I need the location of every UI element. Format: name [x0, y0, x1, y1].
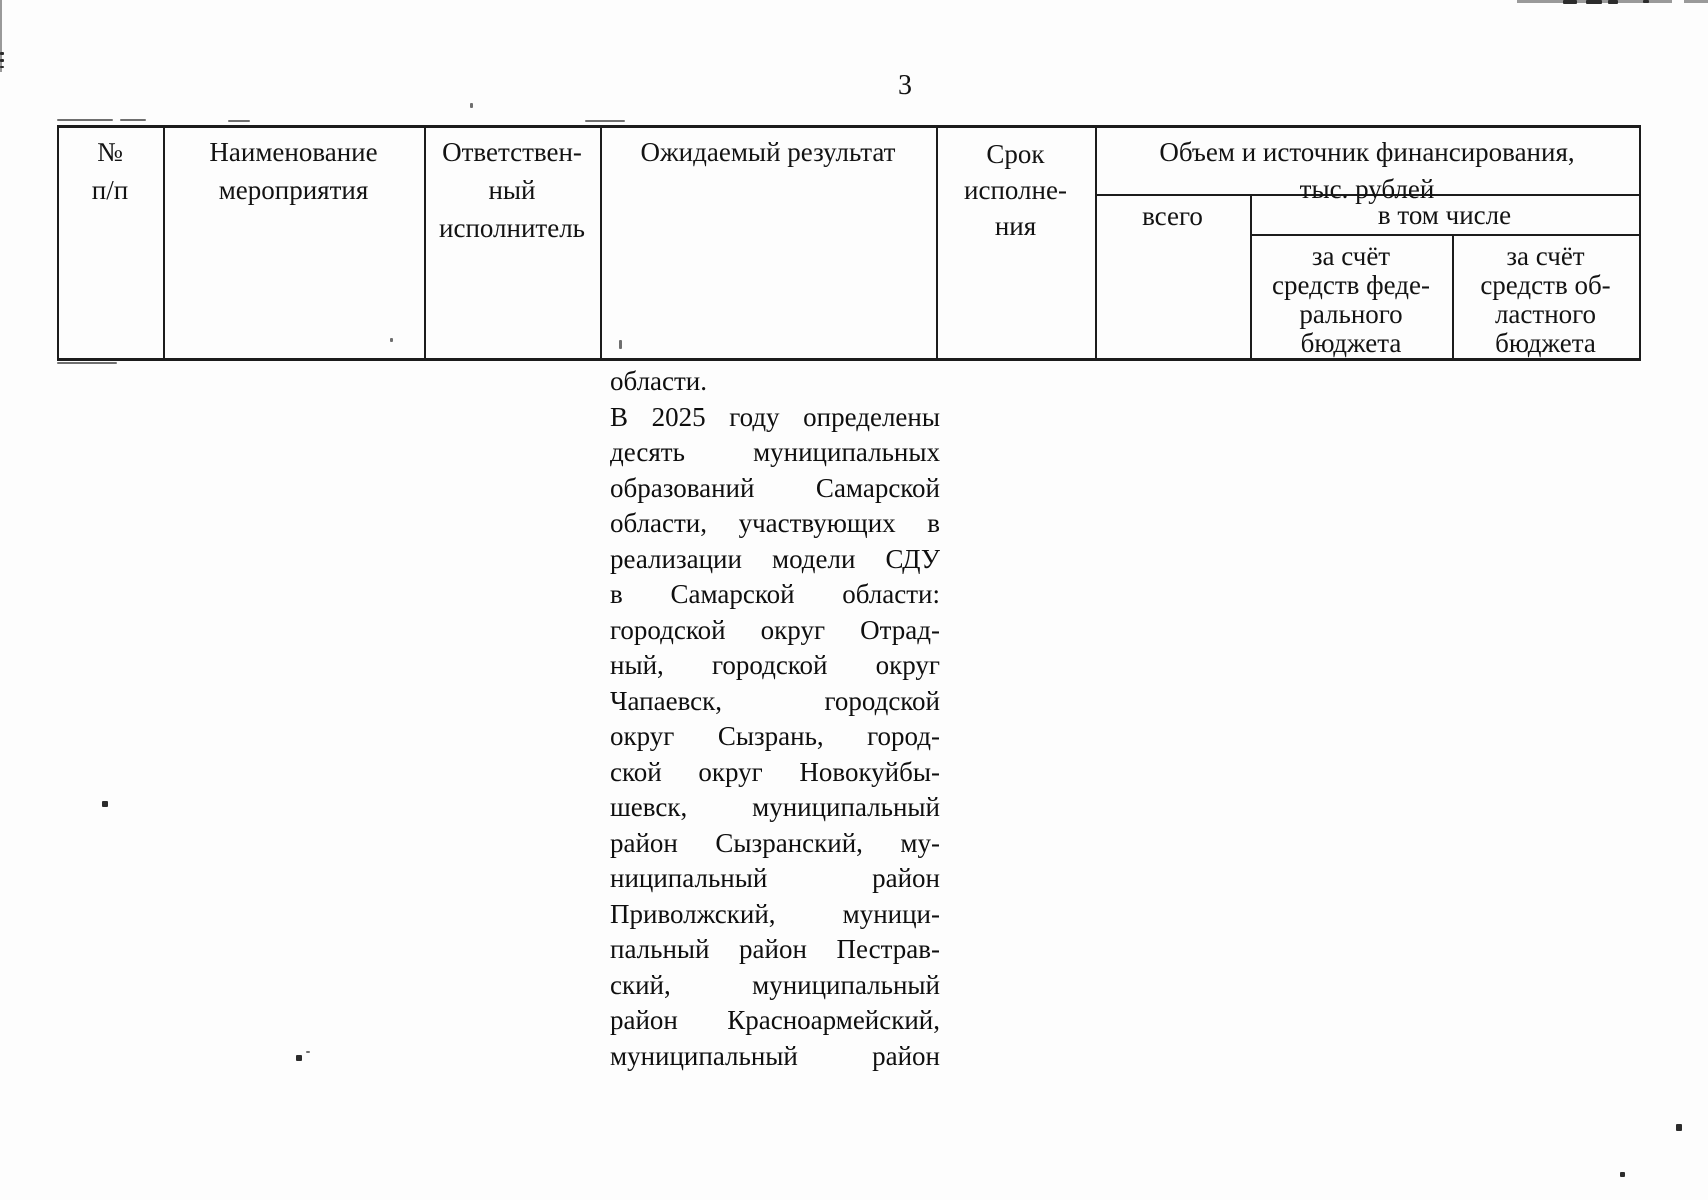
- scan-artifact: [470, 103, 473, 108]
- th-number-line2: п/п: [91, 175, 129, 205]
- scan-artifact-top-right-line2: [1684, 0, 1708, 3]
- scan-artifact: [619, 340, 622, 349]
- scan-artifact: [585, 120, 625, 122]
- th-financing-line1: Объем и источник финансирования,: [1159, 137, 1575, 167]
- scan-artifact: [296, 1055, 302, 1061]
- scan-artifact: [0, 66, 4, 68]
- th-total: всего: [1142, 201, 1203, 231]
- scan-artifact: [228, 120, 250, 122]
- expected-result-text: [610, 364, 940, 1074]
- result-text-line: район Красноармейский,: [610, 1005, 940, 1035]
- th-number: [57, 133, 163, 209]
- result-text-line: образований Самарской: [610, 472, 940, 503]
- result-text-line: муниципальный район: [610, 1040, 940, 1071]
- th-measure-name-line2: мероприятия: [218, 175, 369, 205]
- th-responsible-line1: Ответствен-: [442, 137, 582, 167]
- scan-artifact: [57, 119, 113, 121]
- result-text-line: Чапаевск, городской: [610, 685, 940, 716]
- scan-artifact: [1608, 0, 1618, 4]
- table-border-bottom: [57, 358, 1641, 361]
- scan-artifact: [1620, 1172, 1625, 1177]
- result-text-line: В 2025 году определены: [610, 401, 940, 432]
- th-including: в том числе: [1377, 200, 1512, 230]
- th-responsible-line2: ный: [488, 175, 536, 205]
- th-responsible-line3: исполнитель: [439, 213, 585, 243]
- table-border-top: [57, 125, 1641, 128]
- result-text-line: в Самарской области:: [610, 579, 940, 609]
- result-text-line: области, участвующих в: [610, 508, 940, 538]
- th-term-line3: ния: [994, 211, 1037, 241]
- th-financing-line2: тыс. рублей: [1299, 174, 1435, 204]
- th-regional-budget-line4: бюджета: [1495, 328, 1596, 358]
- scan-artifact: [0, 59, 4, 62]
- scan-artifact: [1586, 0, 1602, 4]
- th-federal-budget-line3: рального: [1299, 299, 1403, 329]
- th-expected-result: Ожидаемый результат: [640, 137, 896, 167]
- result-text-line: пальный район Пестрав-: [610, 934, 940, 964]
- th-federal-budget-line1: за счёт: [1311, 241, 1391, 271]
- th-federal-budget-line2: средств феде-: [1272, 270, 1430, 300]
- result-text-line: области.: [610, 366, 708, 396]
- page-number: 3: [898, 70, 912, 101]
- th-term-line1: Срок: [986, 139, 1045, 169]
- scan-artifact: [0, 52, 4, 55]
- scan-artifact: [1676, 1124, 1682, 1131]
- table-line-under-incl: [1250, 234, 1641, 236]
- result-text-line: ниципальный район: [610, 863, 940, 893]
- th-regional-budget-line1: за счёт: [1506, 241, 1585, 271]
- scan-artifact: [102, 801, 108, 807]
- result-text-line: ский, муниципальный: [610, 969, 940, 1000]
- result-text-line: ный, городской округ: [610, 650, 940, 680]
- th-federal-budget: [1250, 242, 1452, 358]
- result-text-line: район Сызранский, му-: [610, 827, 940, 858]
- th-responsible: [424, 133, 600, 247]
- scan-artifact: [57, 362, 117, 364]
- th-measure-name-line1: Наименование: [209, 137, 378, 167]
- th-term-line2: исполне-: [964, 175, 1067, 205]
- scan-artifact: [390, 338, 393, 342]
- result-text-line: городской округ Отрад-: [610, 614, 940, 645]
- result-text-line: реализации модели СДУ: [610, 543, 940, 574]
- result-text-line: десять муниципальных: [610, 437, 940, 467]
- result-text-line: шевск, муниципальный: [610, 792, 940, 822]
- th-number-line1: №: [97, 137, 123, 167]
- th-federal-budget-line4: бюджета: [1300, 328, 1402, 358]
- th-regional-budget-line2: средств об-: [1480, 270, 1611, 300]
- th-regional-budget-line3: ластного: [1494, 299, 1597, 329]
- th-term: [936, 136, 1095, 244]
- scan-artifact: [306, 1051, 310, 1053]
- result-text-line: Приволжский, муници-: [610, 898, 940, 929]
- table-border-right: [1639, 125, 1641, 361]
- th-measure-name: [163, 133, 424, 209]
- result-text-line: округ Сызрань, город-: [610, 721, 940, 751]
- scan-artifact: [1643, 0, 1649, 3]
- scan-artifact: [120, 119, 146, 121]
- th-regional-budget: [1452, 242, 1639, 358]
- scan-artifact: [1563, 0, 1577, 4]
- result-text-line: ской округ Новокуйбы-: [610, 756, 940, 787]
